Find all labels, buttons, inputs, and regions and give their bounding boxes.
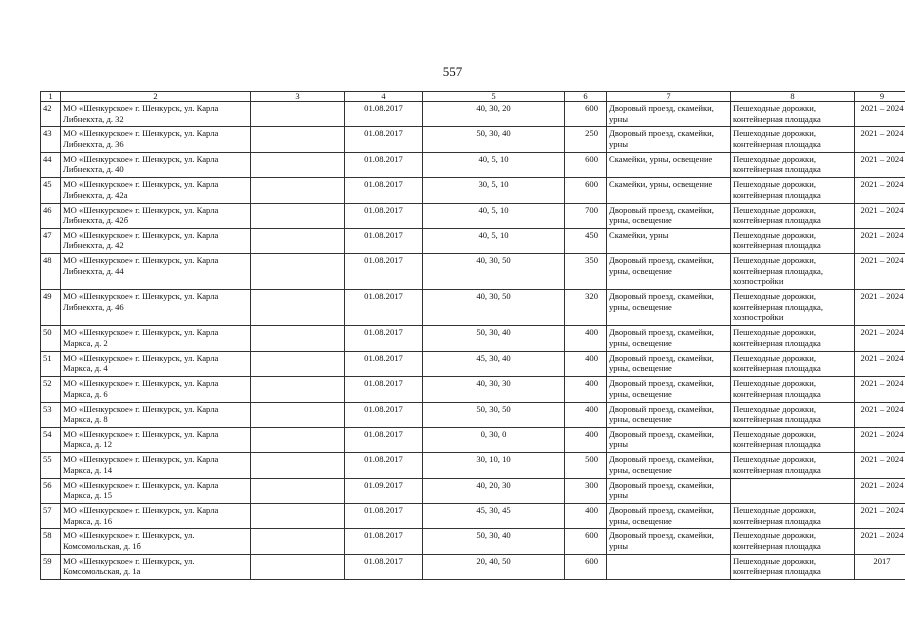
row-address: МО «Шенкурское» г. Шенкурск, ул. Комсомольская, д. 1б bbox=[61, 529, 251, 554]
row-column-3 bbox=[251, 254, 345, 290]
row-column-3 bbox=[251, 203, 345, 228]
row-additional-works: Пешеходные дорожки, контейнерная площадка, хозпостройки bbox=[731, 290, 855, 326]
row-parameters: 40, 30, 20 bbox=[423, 102, 565, 127]
row-works: Дворовый проезд, скамейки, урны, освещение bbox=[607, 290, 731, 326]
row-area: 400 bbox=[565, 377, 607, 402]
row-column-3 bbox=[251, 326, 345, 351]
row-works: Дворовый проезд, скамейки, урны, освещение bbox=[607, 326, 731, 351]
row-column-3 bbox=[251, 504, 345, 529]
row-address: МО «Шенкурское» г. Шенкурск, ул. Карла Либнекхта, д. 42 bbox=[61, 228, 251, 253]
table-row bbox=[41, 326, 905, 351]
row-works bbox=[607, 554, 731, 579]
row-number: 55 bbox=[41, 453, 61, 478]
row-number: 50 bbox=[41, 326, 61, 351]
row-additional-works: Пешеходные дорожки, контейнерная площадка bbox=[731, 228, 855, 253]
row-additional-works: Пешеходные дорожки, контейнерная площадка, хозпостройки bbox=[731, 254, 855, 290]
row-works: Дворовый проезд, скамейки, урны, освещение bbox=[607, 254, 731, 290]
row-period: 2021 – 2024 bbox=[855, 427, 905, 452]
row-address: МО «Шенкурское» г. Шенкурск, ул. Карла Маркса, д. 4 bbox=[61, 351, 251, 376]
row-area: 400 bbox=[565, 351, 607, 376]
column-header-2: 2 bbox=[61, 92, 251, 102]
row-additional-works: Пешеходные дорожки, контейнерная площадка bbox=[731, 453, 855, 478]
row-parameters: 20, 40, 50 bbox=[423, 554, 565, 579]
row-number: 57 bbox=[41, 504, 61, 529]
row-date: 01.08.2017 bbox=[345, 102, 423, 127]
row-number: 44 bbox=[41, 152, 61, 177]
row-column-3 bbox=[251, 402, 345, 427]
table-row bbox=[41, 102, 905, 127]
row-period: 2017 bbox=[855, 554, 905, 579]
table-row bbox=[41, 203, 905, 228]
row-date: 01.08.2017 bbox=[345, 504, 423, 529]
row-area: 600 bbox=[565, 554, 607, 579]
row-area: 400 bbox=[565, 326, 607, 351]
table-row bbox=[41, 178, 905, 203]
row-additional-works: Пешеходные дорожки, контейнерная площадка bbox=[731, 178, 855, 203]
row-parameters: 45, 30, 45 bbox=[423, 504, 565, 529]
row-column-3 bbox=[251, 478, 345, 503]
row-number: 58 bbox=[41, 529, 61, 554]
row-number: 52 bbox=[41, 377, 61, 402]
row-area: 300 bbox=[565, 478, 607, 503]
row-additional-works: Пешеходные дорожки, контейнерная площадка bbox=[731, 152, 855, 177]
row-area: 400 bbox=[565, 427, 607, 452]
row-column-3 bbox=[251, 377, 345, 402]
row-column-3 bbox=[251, 102, 345, 127]
row-period: 2021 – 2024 bbox=[855, 402, 905, 427]
row-column-3 bbox=[251, 427, 345, 452]
row-column-3 bbox=[251, 178, 345, 203]
row-address: МО «Шенкурское» г. Шенкурск, ул. Карла Маркса, д. 15 bbox=[61, 478, 251, 503]
row-column-3 bbox=[251, 529, 345, 554]
row-address: МО «Шенкурское» г. Шенкурск, ул. Карла Либнекхта, д. 42а bbox=[61, 178, 251, 203]
row-number: 45 bbox=[41, 178, 61, 203]
register-table bbox=[40, 91, 905, 580]
row-address: МО «Шенкурское» г. Шенкурск, ул. Карла Маркса, д. 2 bbox=[61, 326, 251, 351]
row-area: 500 bbox=[565, 453, 607, 478]
row-period: 2021 – 2024 bbox=[855, 228, 905, 253]
row-address: МО «Шенкурское» г. Шенкурск, ул. Карла Маркса, д. 8 bbox=[61, 402, 251, 427]
row-date: 01.08.2017 bbox=[345, 152, 423, 177]
row-area: 350 bbox=[565, 254, 607, 290]
row-period: 2021 – 2024 bbox=[855, 178, 905, 203]
row-area: 600 bbox=[565, 178, 607, 203]
table-body bbox=[41, 102, 905, 580]
row-number: 48 bbox=[41, 254, 61, 290]
row-date: 01.08.2017 bbox=[345, 254, 423, 290]
column-header-9: 9 bbox=[855, 92, 905, 102]
column-header-1: 1 bbox=[41, 92, 61, 102]
row-address: МО «Шенкурское» г. Шенкурск, ул. Карла Либнекхта, д. 42б bbox=[61, 203, 251, 228]
row-parameters: 50, 30, 40 bbox=[423, 529, 565, 554]
table-row bbox=[41, 478, 905, 503]
column-header-5: 5 bbox=[423, 92, 565, 102]
row-period: 2021 – 2024 bbox=[855, 529, 905, 554]
row-additional-works: Пешеходные дорожки, контейнерная площадка bbox=[731, 127, 855, 152]
row-date: 01.08.2017 bbox=[345, 228, 423, 253]
row-additional-works: Пешеходные дорожки, контейнерная площадка bbox=[731, 377, 855, 402]
row-area: 600 bbox=[565, 152, 607, 177]
row-period: 2021 – 2024 bbox=[855, 290, 905, 326]
row-parameters: 50, 30, 40 bbox=[423, 326, 565, 351]
row-address: МО «Шенкурское» г. Шенкурск, ул. Карла Маркса, д. 14 bbox=[61, 453, 251, 478]
row-address: МО «Шенкурское» г. Шенкурск, ул. Комсомольская, д. 1а bbox=[61, 554, 251, 579]
table-row bbox=[41, 290, 905, 326]
row-additional-works: Пешеходные дорожки, контейнерная площадка bbox=[731, 402, 855, 427]
row-date: 01.08.2017 bbox=[345, 326, 423, 351]
row-parameters: 0, 30, 0 bbox=[423, 427, 565, 452]
row-column-3 bbox=[251, 228, 345, 253]
table-row bbox=[41, 127, 905, 152]
row-works: Скамейки, урны bbox=[607, 228, 731, 253]
row-date: 01.08.2017 bbox=[345, 453, 423, 478]
table-row bbox=[41, 453, 905, 478]
row-number: 54 bbox=[41, 427, 61, 452]
row-period: 2021 – 2024 bbox=[855, 152, 905, 177]
row-column-3 bbox=[251, 290, 345, 326]
row-works: Дворовый проезд, скамейки, урны bbox=[607, 127, 731, 152]
table-row bbox=[41, 554, 905, 579]
row-works: Дворовый проезд, скамейки, урны, освещение bbox=[607, 402, 731, 427]
row-parameters: 30, 10, 10 bbox=[423, 453, 565, 478]
row-date: 01.08.2017 bbox=[345, 529, 423, 554]
table-row bbox=[41, 377, 905, 402]
row-number: 47 bbox=[41, 228, 61, 253]
row-date: 01.09.2017 bbox=[345, 478, 423, 503]
row-parameters: 50, 30, 50 bbox=[423, 402, 565, 427]
row-works: Дворовый проезд, скамейки, урны, освещение bbox=[607, 351, 731, 376]
table-row bbox=[41, 152, 905, 177]
row-area: 400 bbox=[565, 504, 607, 529]
row-period: 2021 – 2024 bbox=[855, 478, 905, 503]
row-area: 320 bbox=[565, 290, 607, 326]
row-additional-works: Пешеходные дорожки, контейнерная площадка bbox=[731, 427, 855, 452]
row-date: 01.08.2017 bbox=[345, 290, 423, 326]
table-row bbox=[41, 254, 905, 290]
row-parameters: 40, 5, 10 bbox=[423, 152, 565, 177]
row-additional-works: Пешеходные дорожки, контейнерная площадка bbox=[731, 326, 855, 351]
column-header-7: 7 bbox=[607, 92, 731, 102]
table-row bbox=[41, 427, 905, 452]
row-column-3 bbox=[251, 351, 345, 376]
row-works: Дворовый проезд, скамейки, урны bbox=[607, 102, 731, 127]
row-works: Дворовый проезд, скамейки, урны, освещение bbox=[607, 504, 731, 529]
row-additional-works: Пешеходные дорожки, контейнерная площадка bbox=[731, 529, 855, 554]
table-header-row bbox=[41, 92, 905, 102]
row-period: 2021 – 2024 bbox=[855, 377, 905, 402]
row-period: 2021 – 2024 bbox=[855, 203, 905, 228]
row-works: Дворовый проезд, скамейки, урны bbox=[607, 427, 731, 452]
row-period: 2021 – 2024 bbox=[855, 127, 905, 152]
row-period: 2021 – 2024 bbox=[855, 453, 905, 478]
column-header-4: 4 bbox=[345, 92, 423, 102]
row-period: 2021 – 2024 bbox=[855, 326, 905, 351]
row-number: 59 bbox=[41, 554, 61, 579]
row-additional-works bbox=[731, 478, 855, 503]
row-works: Дворовый проезд, скамейки, урны bbox=[607, 478, 731, 503]
row-address: МО «Шенкурское» г. Шенкурск, ул. Карла Маркса, д. 16 bbox=[61, 504, 251, 529]
row-number: 46 bbox=[41, 203, 61, 228]
row-works: Дворовый проезд, скамейки, урны bbox=[607, 529, 731, 554]
row-area: 400 bbox=[565, 402, 607, 427]
row-parameters: 40, 5, 10 bbox=[423, 203, 565, 228]
row-area: 600 bbox=[565, 529, 607, 554]
row-works: Дворовый проезд, скамейки, урны, освещение bbox=[607, 377, 731, 402]
row-number: 49 bbox=[41, 290, 61, 326]
row-period: 2021 – 2024 bbox=[855, 254, 905, 290]
row-address: МО «Шенкурское» г. Шенкурск, ул. Карла Либнекхта, д. 46 bbox=[61, 290, 251, 326]
row-address: МО «Шенкурское» г. Шенкурск, ул. Карла Маркса, д. 6 bbox=[61, 377, 251, 402]
column-header-3: 3 bbox=[251, 92, 345, 102]
row-works: Дворовый проезд, скамейки, урны, освещение bbox=[607, 453, 731, 478]
row-date: 01.08.2017 bbox=[345, 351, 423, 376]
row-additional-works: Пешеходные дорожки, контейнерная площадка bbox=[731, 203, 855, 228]
table-row bbox=[41, 402, 905, 427]
row-address: МО «Шенкурское» г. Шенкурск, ул. Карла Либнекхта, д. 40 bbox=[61, 152, 251, 177]
row-number: 56 bbox=[41, 478, 61, 503]
column-header-8: 8 bbox=[731, 92, 855, 102]
row-address: МО «Шенкурское» г. Шенкурск, ул. Карла Либнекхта, д. 36 bbox=[61, 127, 251, 152]
row-parameters: 40, 30, 50 bbox=[423, 254, 565, 290]
row-period: 2021 – 2024 bbox=[855, 504, 905, 529]
row-number: 42 bbox=[41, 102, 61, 127]
row-area: 700 bbox=[565, 203, 607, 228]
table-row bbox=[41, 529, 905, 554]
row-parameters: 40, 5, 10 bbox=[423, 228, 565, 253]
row-area: 250 bbox=[565, 127, 607, 152]
row-works: Скамейки, урны, освещение bbox=[607, 178, 731, 203]
row-additional-works: Пешеходные дорожки, контейнерная площадка bbox=[731, 102, 855, 127]
row-date: 01.08.2017 bbox=[345, 203, 423, 228]
row-column-3 bbox=[251, 554, 345, 579]
column-header-6: 6 bbox=[565, 92, 607, 102]
row-area: 600 bbox=[565, 102, 607, 127]
row-parameters: 40, 30, 30 bbox=[423, 377, 565, 402]
row-parameters: 45, 30, 40 bbox=[423, 351, 565, 376]
table-row bbox=[41, 228, 905, 253]
row-date: 01.08.2017 bbox=[345, 178, 423, 203]
row-parameters: 30, 5, 10 bbox=[423, 178, 565, 203]
row-number: 43 bbox=[41, 127, 61, 152]
row-date: 01.08.2017 bbox=[345, 377, 423, 402]
row-date: 01.08.2017 bbox=[345, 127, 423, 152]
row-period: 2021 – 2024 bbox=[855, 351, 905, 376]
row-date: 01.08.2017 bbox=[345, 427, 423, 452]
row-additional-works: Пешеходные дорожки, контейнерная площадка bbox=[731, 554, 855, 579]
row-works: Дворовый проезд, скамейки, урны, освещение bbox=[607, 203, 731, 228]
row-parameters: 40, 30, 50 bbox=[423, 290, 565, 326]
row-date: 01.08.2017 bbox=[345, 402, 423, 427]
row-period: 2021 – 2024 bbox=[855, 102, 905, 127]
table-row bbox=[41, 351, 905, 376]
row-additional-works: Пешеходные дорожки, контейнерная площадка bbox=[731, 351, 855, 376]
row-parameters: 50, 30, 40 bbox=[423, 127, 565, 152]
row-number: 53 bbox=[41, 402, 61, 427]
row-column-3 bbox=[251, 127, 345, 152]
row-column-3 bbox=[251, 453, 345, 478]
row-parameters: 40, 20, 30 bbox=[423, 478, 565, 503]
row-number: 51 bbox=[41, 351, 61, 376]
table-row bbox=[41, 504, 905, 529]
row-additional-works: Пешеходные дорожки, контейнерная площадка bbox=[731, 504, 855, 529]
row-column-3 bbox=[251, 152, 345, 177]
page-number: 557 bbox=[442, 64, 463, 79]
row-address: МО «Шенкурское» г. Шенкурск, ул. Карла Либнекхта, д. 32 bbox=[61, 102, 251, 127]
row-area: 450 bbox=[565, 228, 607, 253]
row-works: Скамейки, урны, освещение bbox=[607, 152, 731, 177]
row-date: 01.08.2017 bbox=[345, 554, 423, 579]
row-address: МО «Шенкурское» г. Шенкурск, ул. Карла Маркса, д. 12 bbox=[61, 427, 251, 452]
row-address: МО «Шенкурское» г. Шенкурск, ул. Карла Либнекхта, д. 44 bbox=[61, 254, 251, 290]
